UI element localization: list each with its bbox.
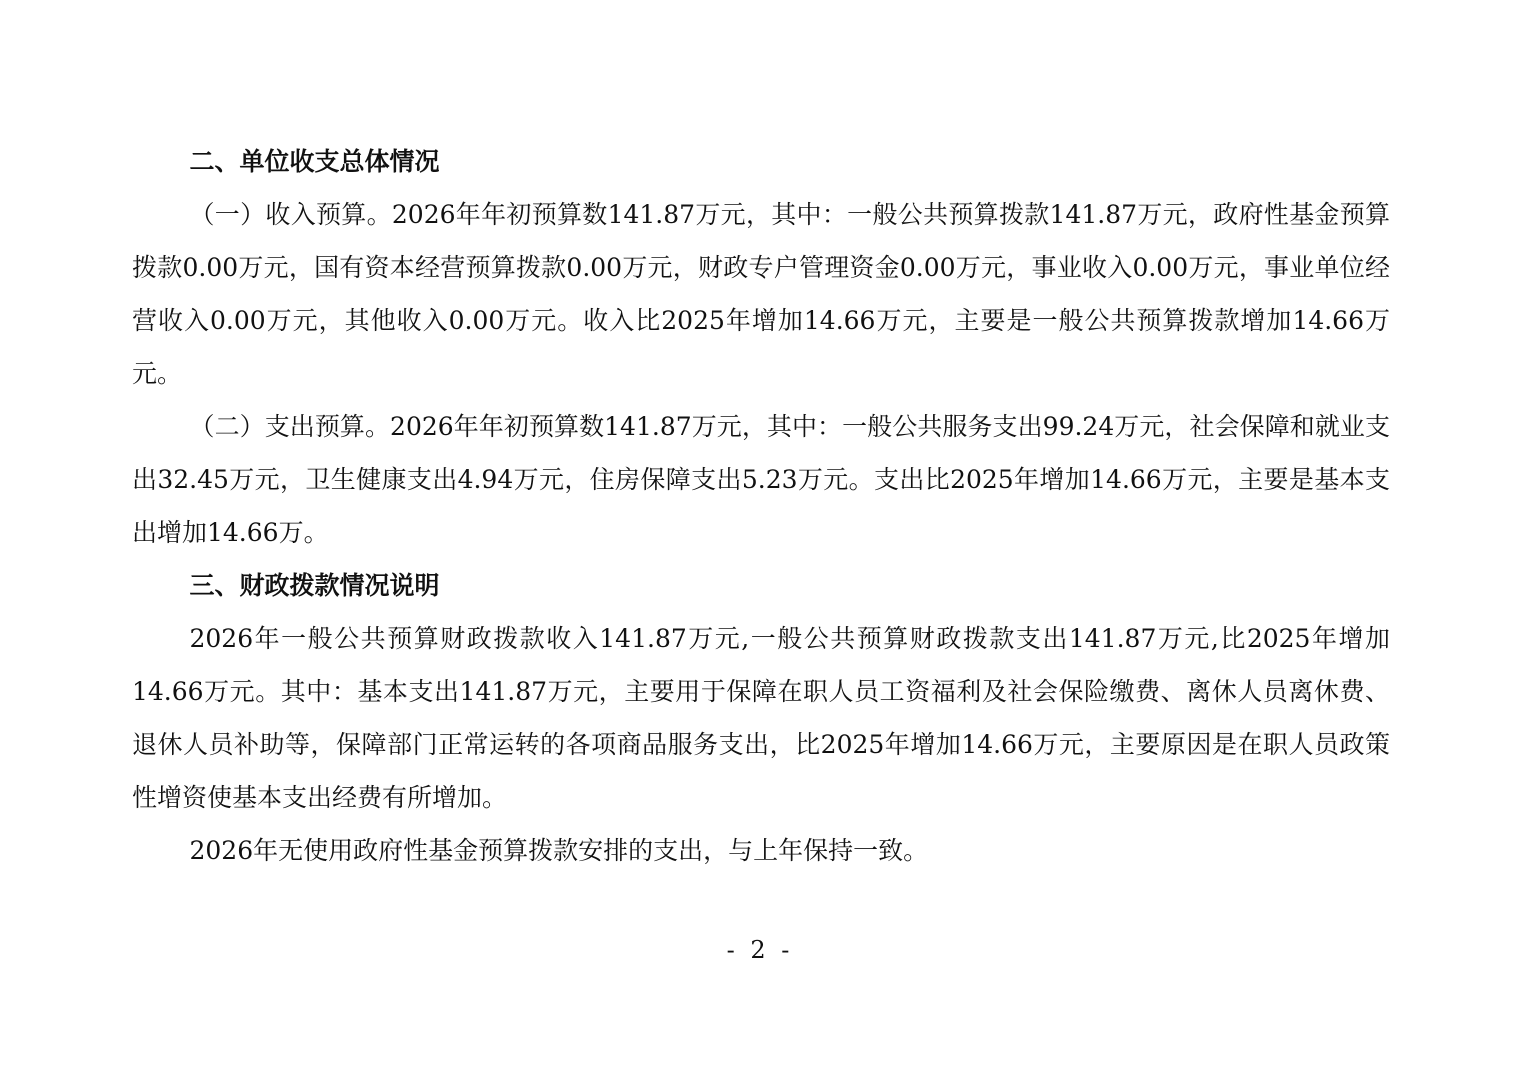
- expense-budget-paragraph: （二）支出预算。2026年年初预算数141.87万元，其中：一般公共服务支出99.24万元，社会保障和就业支出32.45万元，卫生健康支出4.94万元，住房保障支出5.23万元。支出比2025年增加14.66万元，主要是基本支出增加14.66万。: [132, 412, 1390, 547]
- income-budget-paragraph: （一）收入预算。2026年年初预算数141.87万元，其中：一般公共预算拨款141.87万元，政府性基金预算拨款0.00万元，国有资本经营预算拨款0.00万元，财政专户管理资金0.00万元，事业收入0.00万元，事业单位经营收入0.00万元，其他收入0.00万元。收入比2025年增加14.66万元，主要是一般公共预算拨款增加14.66万元。: [132, 200, 1390, 388]
- page-number: - 2 -: [726, 936, 794, 964]
- government-fund-paragraph: 2026年无使用政府性基金预算拨款安排的支出，与上年保持一致。: [189, 836, 929, 865]
- section-heading-overall: 二、单位收支总体情况: [189, 147, 440, 176]
- appropriation-paragraph: 2026年一般公共预算财政拨款收入141.87万元,一般公共预算财政拨款支出141.87万元,比2025年增加14.66万元。其中：基本支出141.87万元，主要用于保障在职人员工资福利及社会保险缴费、离休人员离休费、退休人员补助等，保障部门正常运转的各项商品服务支出，比2025年增加14.66万元，主要原因是在职人员政策性增资使基本支出经费有所增加。: [132, 624, 1391, 812]
- section-heading-appropriation: 三、财政拨款情况说明: [189, 571, 440, 600]
- document-body: [132, 135, 1390, 877]
